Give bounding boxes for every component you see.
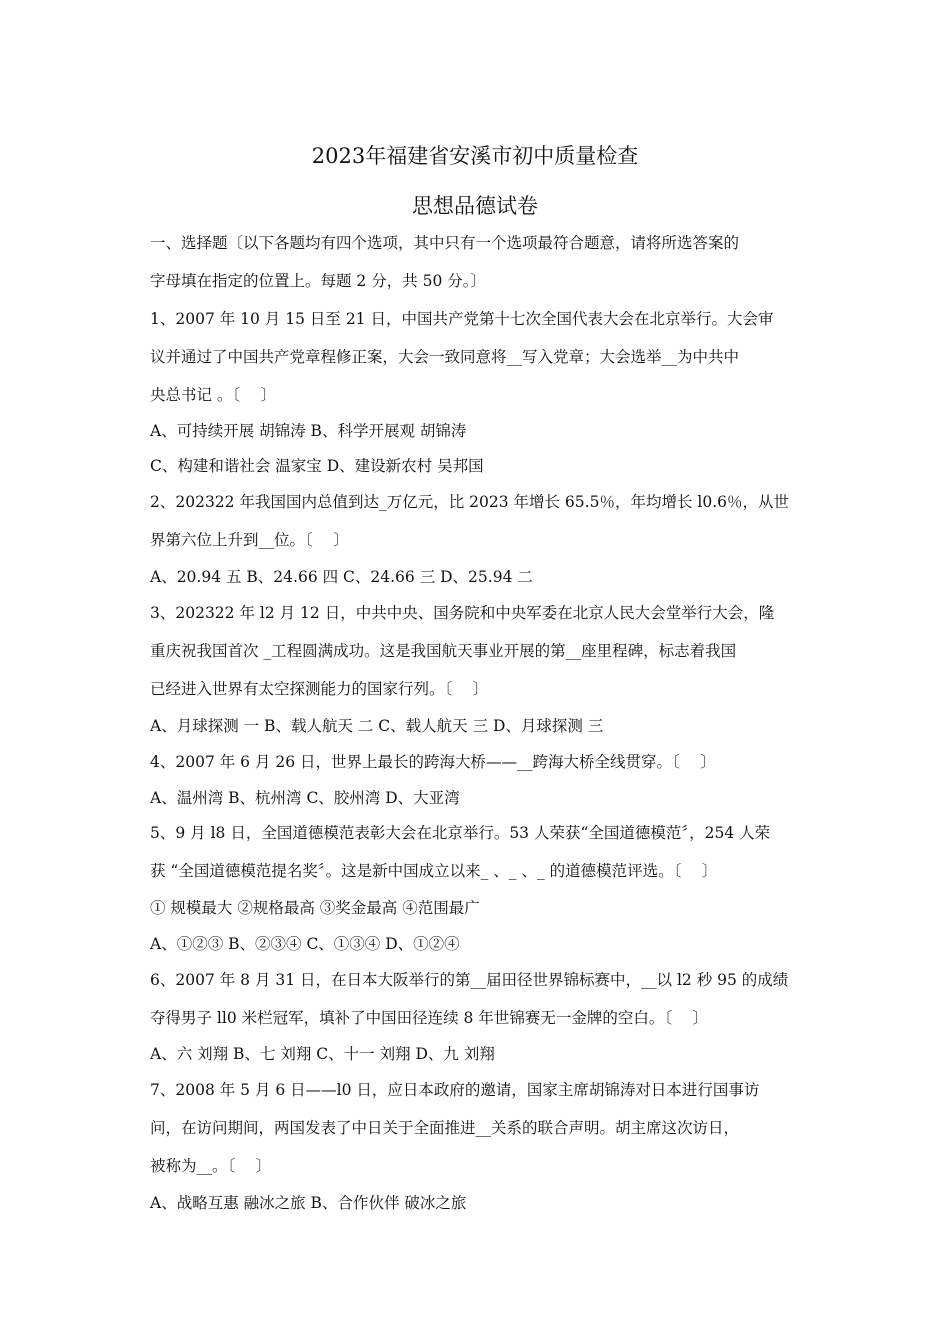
question-4-stem-line: 4、2007 年 6 月 26 日，世界上最长的跨海大桥——__跨海大桥全线贯穿。〔 〕 <box>150 753 716 771</box>
question-5-options-line: A、①②③ B、②③④ C、①③④ D、①②④ <box>150 935 460 953</box>
question-3-options-line: A、月球探测 一 B、载人航天 二 C、载人航天 三 D、月球探测 三 <box>150 717 604 735</box>
page-subtitle: 思想品德试卷 <box>412 194 538 218</box>
question-5-options-line: ① 规模最大 ②规格最高 ③奖金最高 ④范围最广 <box>150 899 480 917</box>
page-title: 2023年福建省安溪市初中质量检查 <box>311 144 639 168</box>
question-7-options-line: A、战略互惠 融冰之旅 B、合作伙伴 破冰之旅 <box>150 1194 467 1212</box>
question-1-stem-line: 议并通过了中国共产党章程修正案，大会一致同意将__写入党章；大会选举__为中共中 <box>150 348 740 366</box>
question-1-stem-line: 1、2007 年 10 月 15 日至 21 日，中国共产党第十七次全国代表大会在北京举行。大会审 <box>150 310 774 328</box>
question-1-options-line: A、可持续开展 胡锦涛 B、科学开展观 胡锦涛 <box>150 422 467 440</box>
section-heading-line: 一、选择题〔以下各题均有四个选项，其中只有一个选项最符合题意，请将所选答案的 <box>150 234 740 252</box>
question-7-stem-line: 被称为__。〔 〕 <box>150 1157 272 1175</box>
question-6-options-line: A、六 刘翔 B、七 刘翔 C、十一 刘翔 D、九 刘翔 <box>150 1045 495 1063</box>
question-4-options-line: A、温州湾 B、杭州湾 C、胶州湾 D、大亚湾 <box>150 789 460 807</box>
question-3-stem-line: 重庆祝我国首次 _工程圆满成功。这是我国航天事业开展的第__座里程碑，标志着我国 <box>150 642 737 660</box>
question-3-stem-line: 已经进入世界有太空探测能力的国家行列。〔 〕 <box>150 680 489 698</box>
section-heading-line: 字母填在指定的位置上。每题 2 分，共 50 分。〕 <box>150 272 487 290</box>
question-1-stem-line: 央总书记 。〔 〕 <box>150 386 277 404</box>
question-2-stem-line: 界第六位上升到__位。〔 〕 <box>150 531 349 549</box>
question-6-stem-line: 夺得男子 ll0 米栏冠军，填补了中国田径连续 8 年世锦赛无一金牌的空白。〔 〕 <box>150 1009 709 1027</box>
question-2-stem-line: 2、202322 年我国国内总值到达_万亿元，比 2023 年增长 65.5％，年均增长 l0.6％，从世 <box>150 493 789 511</box>
question-5-stem-line: 获 “全国道德模范提名奖〞。这是新中国成立以来_ 、_ 、_ 的道德模范评选。〔 〕 <box>150 862 718 880</box>
question-1-options-line: C、构建和谐社会 温家宝 D、建设新农村 吴邦国 <box>150 457 484 475</box>
question-6-stem-line: 6、2007 年 8 月 31 日，在日本大阪举行的第__届田径世界锦标赛中，__以 l2 秒 95 的成绩 <box>150 971 789 989</box>
question-2-options-line: A、20.94 五 B、24.66 四 C、24.66 三 D、25.94 二 <box>150 568 533 586</box>
question-3-stem-line: 3、202322 年 l2 月 12 日，中共中央、国务院和中央军委在北京人民大会堂举行大会，隆 <box>150 604 775 622</box>
question-7-stem-line: 7、2008 年 5 月 6 日——l0 日，应日本政府的邀请，国家主席胡锦涛对日本进行国事访 <box>150 1081 760 1099</box>
question-7-stem-line: 问，在访问期间，两国发表了中日关于全面推进__关系的联合声明。胡主席这次访日， <box>150 1119 740 1137</box>
question-5-stem-line: 5、9 月 l8 日，全国道德模范表彰大会在北京举行。53 人荣获“全国道德模范〞，254 人荣 <box>150 824 771 842</box>
